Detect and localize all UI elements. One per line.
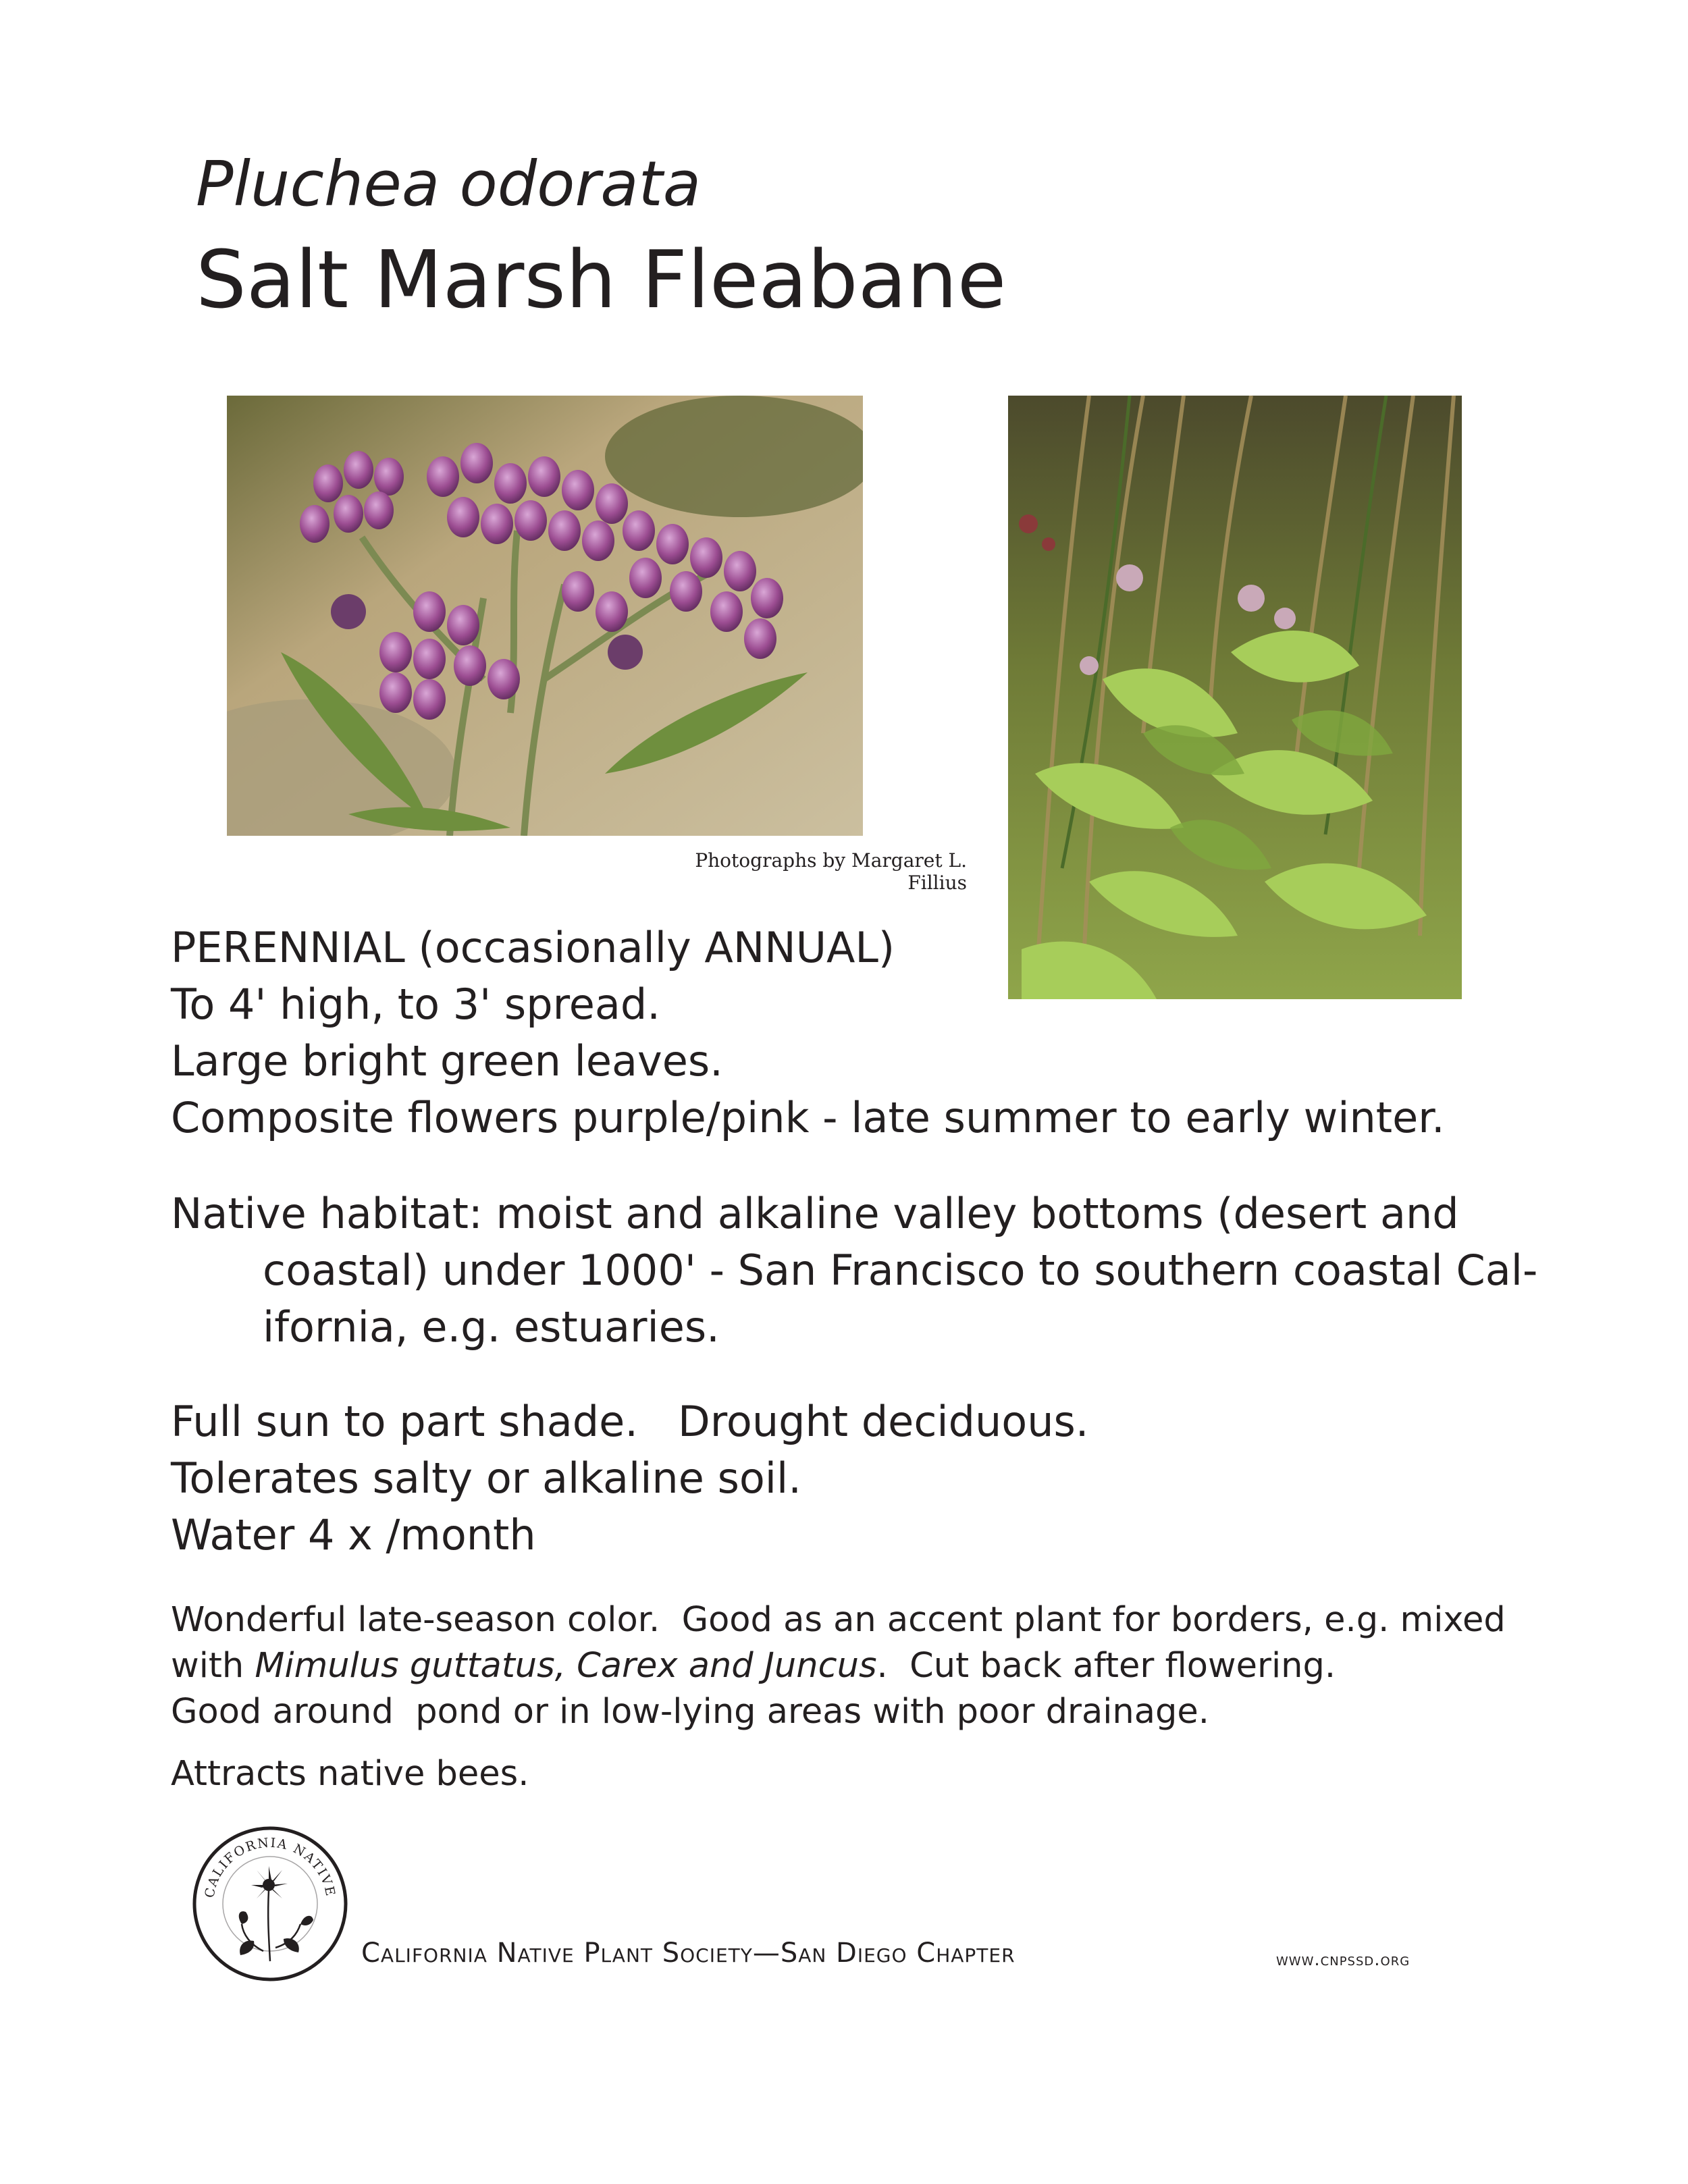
- culture-line: Tolerates salty or alkaline soil.: [171, 1454, 801, 1503]
- trait-line: To 4' high, to 3' spread.: [171, 980, 660, 1029]
- photo-credit: Photographs by Margaret L. Fillius: [695, 849, 967, 894]
- latin-name: Pluchea odorata: [196, 148, 702, 220]
- growing-conditions: [171, 1393, 1089, 1564]
- plant-habitat-illustration: [1008, 396, 1462, 999]
- habitat-line: Native habitat: moist and alkaline valley bottoms (desert and: [171, 1189, 1459, 1238]
- trait-line: Large bright green leaves.: [171, 1036, 723, 1086]
- plant-habitat-photo: [1008, 396, 1462, 999]
- org-name-text: California Native Plant Society—San Diego Chapter: [361, 1938, 1016, 1969]
- bees-line: Attracts native bees.: [171, 1754, 529, 1794]
- plant-traits: [171, 920, 1445, 1146]
- flower-closeup-photo: [227, 396, 863, 836]
- culture-line: Full sun to part shade. Drought deciduous.: [171, 1397, 1089, 1446]
- seal-text-path: CALIFORNIA NATIVE: [202, 1835, 338, 1899]
- garden-notes: [171, 1597, 1506, 1735]
- trait-line: Composite flowers purple/pink - late summer to early winter.: [171, 1093, 1445, 1142]
- companion-plants: Mimulus guttatus, Carex and Juncus: [255, 1646, 877, 1686]
- notes-line: Good around pond or in low-lying areas with poor drainage.: [171, 1692, 1209, 1732]
- organization-name: [361, 1938, 1016, 1969]
- notes-line: [171, 1643, 1506, 1689]
- common-name: Salt Marsh Fleabane: [196, 233, 1007, 326]
- notes-line: Wonderful late-season color. Good as an accent plant for borders, e.g. mixed: [171, 1600, 1506, 1640]
- wildlife-note: [171, 1751, 529, 1797]
- trait-line: PERENNIAL (occasionally ANNUAL): [171, 923, 895, 972]
- culture-line: Water 4 x /month: [171, 1510, 536, 1560]
- seal-graphic: [189, 1823, 351, 1985]
- habitat-line: ifornia, e.g. estuaries.: [263, 1302, 720, 1352]
- cnps-seal-logo: [189, 1823, 351, 1985]
- native-habitat: [171, 1186, 1537, 1356]
- flower-closeup-illustration: [227, 396, 863, 836]
- notes-text: with: [171, 1646, 255, 1686]
- website-link[interactable]: www.cnpssd.org: [1276, 1950, 1410, 1970]
- habitat-line: coastal) under 1000' - San Francisco to southern coastal Cal-: [263, 1246, 1538, 1295]
- notes-text: . Cut back after flowering.: [876, 1646, 1336, 1686]
